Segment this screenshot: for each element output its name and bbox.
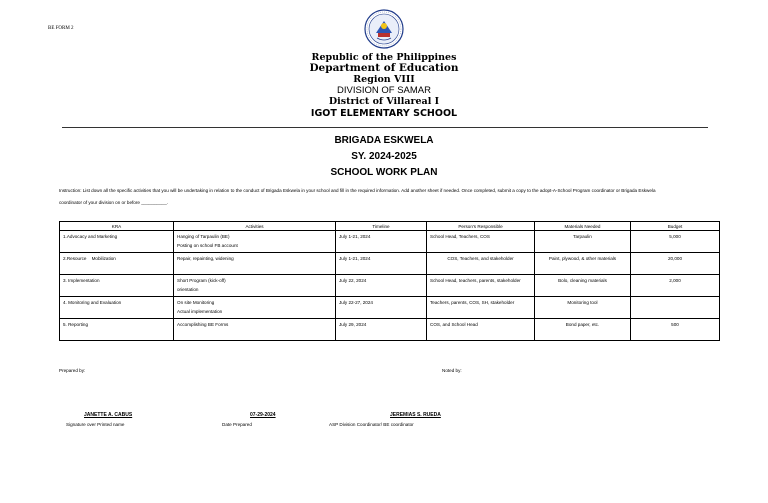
header-budget: Budget [631,222,720,231]
activity-line: On site Monitoring [177,300,215,305]
cell-budget: 500 [631,319,720,341]
cell-kra: 3. Implementation [60,275,174,297]
header-timeline: Timeline [336,222,427,231]
noter-name: JEREMIAS S. RUEDA [390,412,441,418]
cell-activities [174,297,336,319]
header-division: DIVISION OF SAMAR [337,85,431,96]
cell-budget [631,297,720,319]
activity-line: Hanging of Tarpaulin (BE) [177,234,230,239]
cell-activities [174,319,336,341]
cell-kra: 2.Resource Mobilization [60,253,174,275]
header-department: Department of Education [309,62,459,74]
cell-budget: 2,000 [631,275,720,297]
cell-persons: COS, Teachers, and stakeholder [427,253,535,275]
table-row [60,319,720,341]
instruction-text [59,185,714,209]
cell-activities [174,275,336,297]
cell-persons: School Head, teachers, parents, stakeholder [427,275,535,297]
cell-budget: 20,000 [631,253,720,275]
cell-persons: School Head, Teachers, COS [427,231,535,253]
header-republic: Republic of the Philippines [311,52,457,63]
form-code: BE FORM 2 [48,26,74,31]
activity-line: Posting on school FB account [177,243,238,248]
header-activities: Activities [174,222,336,231]
preparer-name: JANETTE A. CABUS [84,412,133,418]
header-district: District of Villareal I [328,96,440,107]
activity-line: Actual implementation [177,309,223,314]
deped-seal-icon [364,9,404,49]
cell-materials: Paint, plywood, & other materials [535,253,631,275]
title-brigada: BRIGADA ESKWELA [334,135,434,146]
instruction-line-2: coordinator of your division on or before __________. [59,200,169,205]
cell-timeline: July 1-21, 2024 [336,231,427,253]
activity-line: Short Program (kick-off) [177,278,226,283]
cell-timeline: July 22-27, 2024 [336,297,427,319]
header-materials: Materials Needed [535,222,631,231]
cell-persons: Teachers, parents, COS, SH, stakeholder [427,297,535,319]
cell-persons: COS, and School Head [427,319,535,341]
table-row [60,231,720,253]
cell-kra: 4. Monitoring and Evaluation [60,297,174,319]
title-school-year: SY. 2024-2025 [351,151,417,162]
date-prepared-label: Date Prepared [222,422,252,427]
cell-budget: 5,000 [631,231,720,253]
header-school: IGOT ELEMENTARY SCHOOL [310,108,458,119]
table-header-row [60,222,720,231]
instruction-line-1: Instruction: List down all the specific activities that you will be undertaking in relation to the conduct of Brigada Eskwela in your school and fill in the required information. Add another sheet if needed. Once completed, submit a copy to the adopt-A-School Program coordinator or Brigada Eskwela [59,188,656,193]
cell-materials: Monitoring tool [535,297,631,319]
cell-materials: Bolo, cleaning materials [535,275,631,297]
table-row [60,253,720,275]
cell-timeline: July 1-21, 2024 [336,253,427,275]
table-row [60,297,720,319]
cell-materials: Tarpaulin [535,231,631,253]
noter-title-label: ASP Division Coordinator/ BE coordinator [329,422,414,427]
cell-timeline: July 22, 2024 [336,275,427,297]
title-work-plan: SCHOOL WORK PLAN [330,167,438,178]
cell-kra: 1.Advocacy and Marketing [60,231,174,253]
noted-by-label: Noted by: [442,368,462,373]
cell-timeline: July 29, 2024 [336,319,427,341]
preparer-signature-label: Signature over Printed name [66,422,125,427]
date-prepared-value: 07-29-2024 [250,412,276,418]
cell-activities [174,231,336,253]
header-divider [62,127,708,128]
activity-line: Accomplishing BE Forms [177,322,229,327]
work-plan-table [59,221,720,341]
prepared-by-label: Prepared by: [59,368,86,373]
cell-kra: 5. Reporting [60,319,174,341]
activity-line: orientation [177,287,199,292]
cell-activities [174,253,336,275]
cell-materials: Bond paper, etc. [535,319,631,341]
activity-line: Repair, repainting, widening [177,256,234,261]
header-region: Region VIII [353,74,415,85]
table-row [60,275,720,297]
header-persons: Person's Responsible [427,222,535,231]
header-kra: KRA [60,222,174,231]
